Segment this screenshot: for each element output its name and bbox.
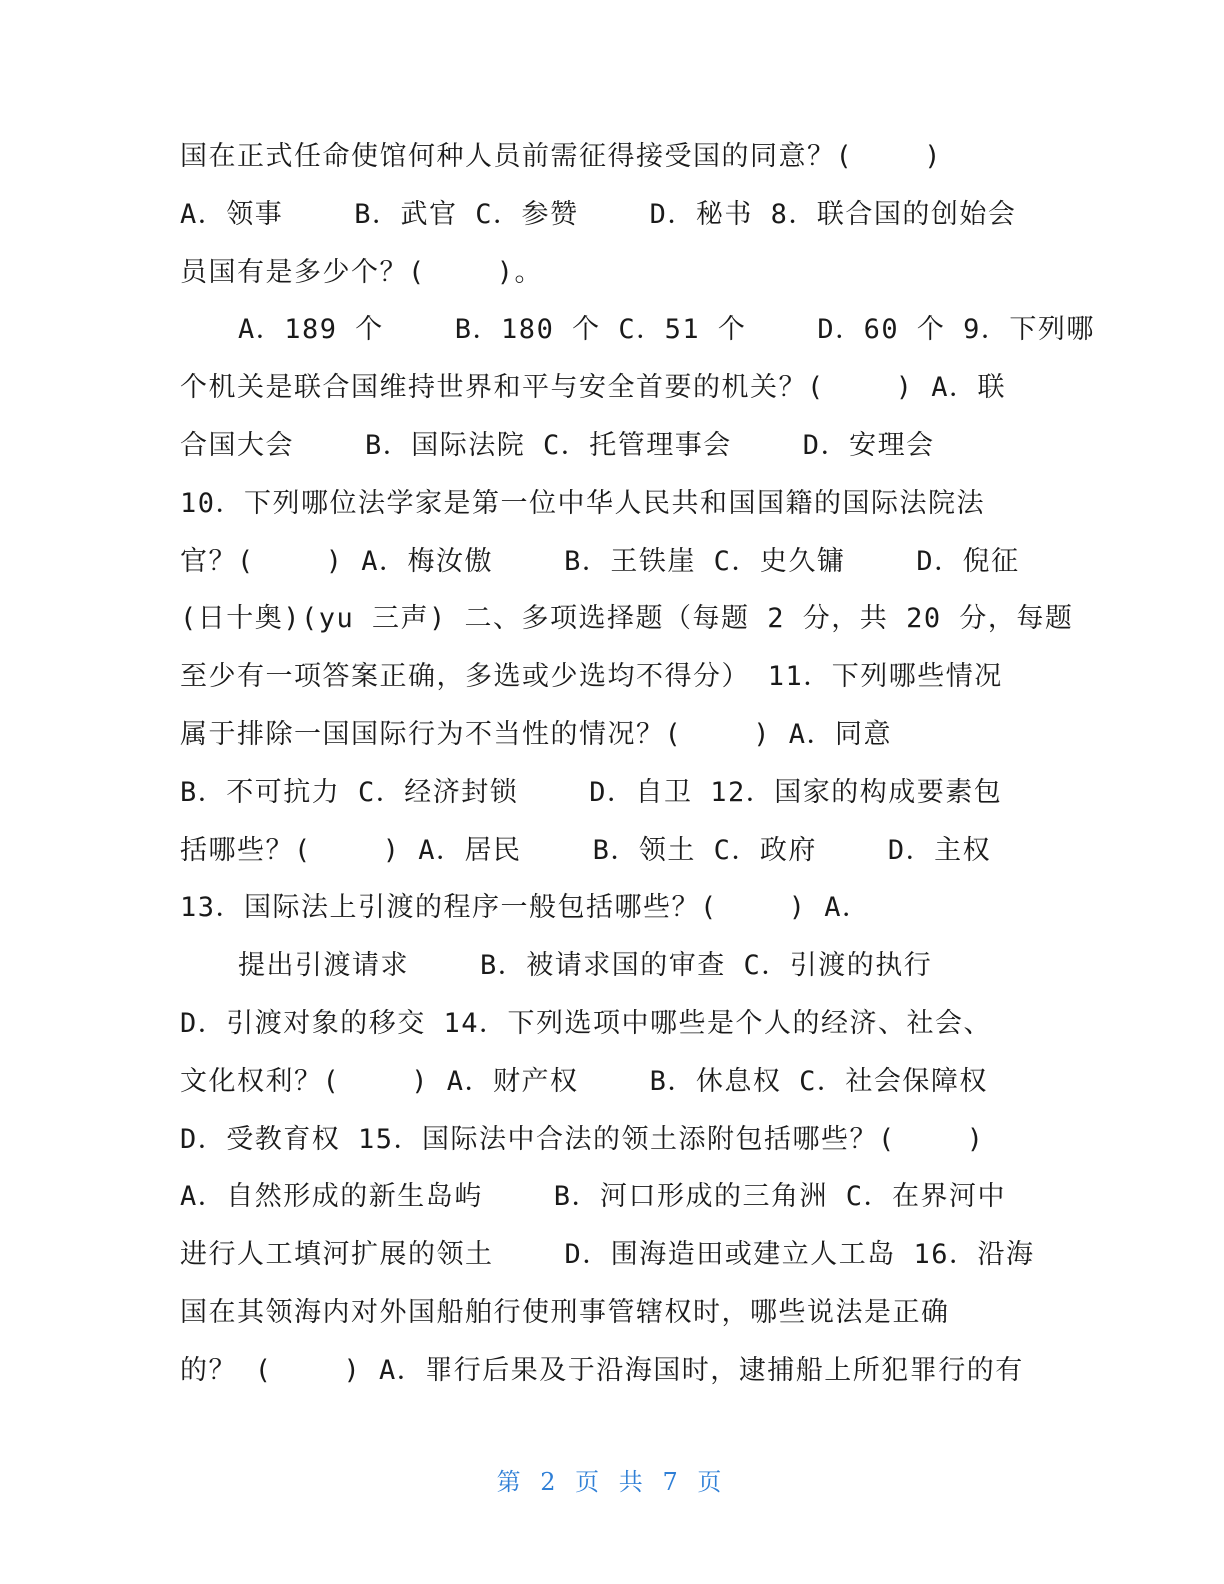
- text-line: A．自然形成的新生岛屿 B．河口形成的三角洲 C．在界河中: [180, 1181, 1007, 1213]
- text-line: 个机关是联合国维持世界和平与安全首要的机关？( ) A．联: [180, 372, 1007, 404]
- text-line: 文化权利？( ) A．财产权 B．休息权 C．社会保障权: [180, 1065, 988, 1097]
- text-line: A．领事 B．武官 C．参赞 D．秘书 8．联合国的创始会: [180, 198, 1017, 230]
- text-line: 至少有一项答案正确，多选或少选均不得分） 11．下列哪些情况: [180, 661, 1003, 693]
- document-body: [180, 128, 1095, 1400]
- text-line: 属于排除一国国际行为不当性的情况？( ) A．同意: [180, 718, 893, 750]
- text-line: 国在正式任命使馆何种人员前需征得接受国的同意？( ): [180, 141, 943, 172]
- text-line: 进行人工填河扩展的领土 D．围海造田或建立人工岛 16．沿海: [180, 1239, 1035, 1271]
- text-line: 括哪些？( ) A．居民 B．领土 C．政府 D．主权: [180, 834, 992, 866]
- text-line: D．受教育权 15．国际法中合法的领土添附包括哪些？( ): [180, 1123, 985, 1155]
- text-line: D．引渡对象的移交 14．下列选项中哪些是个人的经济、社会、: [180, 1007, 993, 1039]
- text-line: B．不可抗力 C．经济封锁 D．自卫 12．国家的构成要素包: [180, 776, 1003, 808]
- text-line: 提出引渡请求 B．被请求国的审查 C．引渡的执行: [238, 950, 933, 982]
- text-line: A．189 个 B．180 个 C．51 个 D．60 个 9．下列哪: [238, 314, 1095, 346]
- text-line: 合国大会 B．国际法院 C．托管理事会 D．安理会: [180, 429, 935, 461]
- text-line: (日十奥)(yu 三声) 二、多项选择题（每题 2 分，共 20 分，每题: [180, 603, 1074, 635]
- page-number-footer: 第 2 页 共 7 页: [496, 1468, 728, 1496]
- text-line: 员国有是多少个？( )。: [180, 256, 544, 288]
- text-line: 13．国际法上引渡的程序一般包括哪些？( ) A．: [180, 892, 871, 924]
- text-line: 10．下列哪位法学家是第一位中华人民共和国国籍的国际法院法: [180, 487, 986, 519]
- text-line: 官？( ) A．梅汝傲 B．王铁崖 C．史久镛 D．倪征: [180, 545, 1020, 577]
- text-line: 的？ ( ) A．罪行后果及于沿海国时，逮捕船上所犯罪行的有: [180, 1354, 1024, 1386]
- text-line: 国在其领海内对外国船舶行使刑事管辖权时，哪些说法是正确: [180, 1296, 950, 1328]
